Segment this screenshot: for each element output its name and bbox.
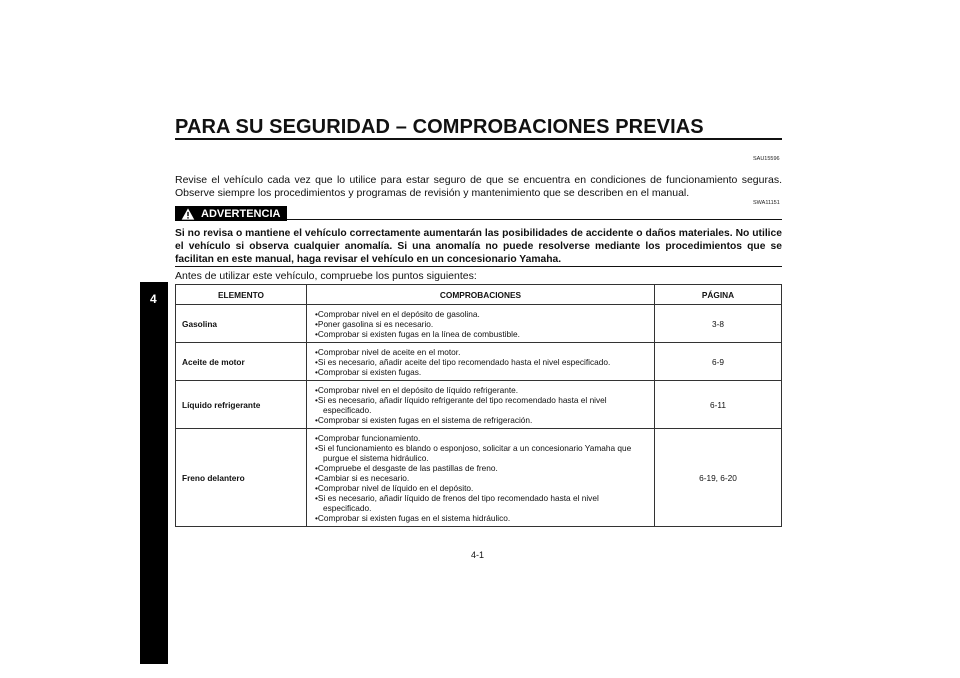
table-row	[176, 381, 782, 429]
row-page: 3-8	[655, 305, 782, 343]
warning-label: ADVERTENCIA	[201, 207, 281, 220]
warning-bottom-rule	[175, 266, 782, 267]
warning-code: SWA11151	[753, 200, 780, 206]
check-item: • Comprobar nivel en el depósito de líquido refrigerante.	[315, 385, 648, 395]
check-item: • Comprobar nivel de aceite en el motor.	[315, 347, 648, 357]
header-page: PÁGINA	[655, 285, 782, 305]
page-number: 4-1	[471, 550, 485, 560]
header-element: ELEMENTO	[176, 285, 307, 305]
check-item: • Comprobar si existen fugas en el sistema hidráulico.	[315, 513, 648, 523]
check-item: • Si es necesario, añadir líquido refrigerante del tipo recomendado hasta el nivel especificado.	[315, 395, 648, 415]
table-row	[176, 305, 782, 343]
row-element: Líquido refrigerante	[176, 381, 307, 429]
row-page: 6-11	[655, 381, 782, 429]
row-checks	[307, 305, 655, 343]
check-item: • Comprobar nivel de líquido en el depósito.	[315, 483, 648, 493]
check-item: • Si es necesario, añadir líquido de frenos del tipo recomendado hasta el nivel especificado.	[315, 493, 648, 513]
row-checks	[307, 429, 655, 527]
row-element: Freno delantero	[176, 429, 307, 527]
intro-code: SAU15596	[753, 156, 780, 162]
check-item: • Compruebe el desgaste de las pastillas de freno.	[315, 463, 648, 473]
check-item: • Cambiar si es necesario.	[315, 473, 648, 483]
check-item: • Comprobar nivel en el depósito de gasolina.	[315, 309, 648, 319]
check-item: • Comprobar si existen fugas.	[315, 367, 648, 377]
warning-top-rule	[287, 219, 782, 220]
page-title: PARA SU SEGURIDAD – COMPROBACIONES PREVIAS	[175, 116, 704, 138]
check-item: • Si el funcionamiento es blando o esponjoso, solicitar a un concesionario Yamaha que purgue el sistema hidráulico.	[315, 443, 648, 463]
before-text: Antes de utilizar este vehículo, compruebe los puntos siguientes:	[175, 270, 477, 282]
row-checks	[307, 343, 655, 381]
title-rule	[175, 138, 782, 140]
chapter-tab	[140, 282, 168, 664]
table-header-row	[176, 285, 782, 305]
header-checks: COMPROBACIONES	[307, 285, 655, 305]
warning-label-box	[175, 206, 287, 221]
check-item: • Poner gasolina si es necesario.	[315, 319, 648, 329]
table-row	[176, 429, 782, 527]
table-row	[176, 343, 782, 381]
intro-paragraph: Revise el vehículo cada vez que lo utilice para estar seguro de que se encuentra en condiciones de funcionamiento seguras. Observe siempre los procedimientos y programas de revisión y mantenimiento que se describen en el manual.	[175, 174, 782, 199]
warning-triangle-icon	[181, 207, 195, 221]
row-checks	[307, 381, 655, 429]
checks-table	[175, 284, 782, 527]
chapter-number: 4	[150, 292, 157, 306]
check-item: • Comprobar si existen fugas en la línea de combustible.	[315, 329, 648, 339]
row-element: Aceite de motor	[176, 343, 307, 381]
row-page: 6-9	[655, 343, 782, 381]
row-page: 6-19, 6-20	[655, 429, 782, 527]
warning-text: Si no revisa o mantiene el vehículo correctamente aumentarán las posibilidades de accidente o daños materiales. No utilice el vehículo si observa cualquier anomalía. Si una anomalía no puede resolverse mediante los procedimientos que se facilitan en este manual, haga revisar el vehículo en un concesionario Yamaha.	[175, 228, 782, 265]
check-item: • Comprobar funcionamiento.	[315, 433, 648, 443]
row-element: Gasolina	[176, 305, 307, 343]
check-item: • Comprobar si existen fugas en el sistema de refrigeración.	[315, 415, 648, 425]
check-item: • Si es necesario, añadir aceite del tipo recomendado hasta el nivel especificado.	[315, 357, 648, 367]
